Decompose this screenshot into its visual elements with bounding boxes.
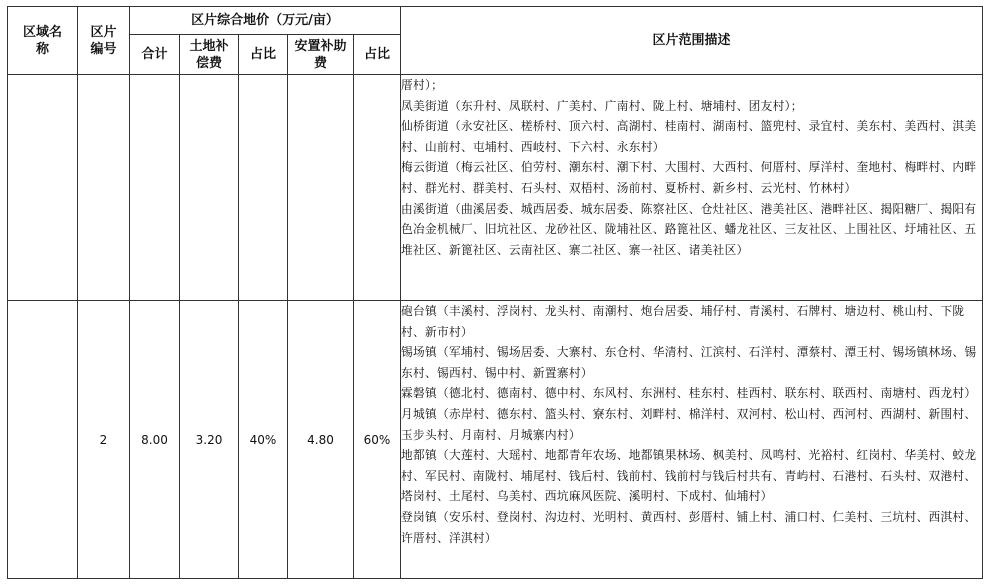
cell-zone: 2 [78, 301, 130, 579]
header-region-name: 区域名称 [8, 7, 78, 75]
cell-total: 8.00 [130, 301, 180, 579]
header-zone-no: 区片编号 [78, 7, 130, 75]
header-total: 合计 [130, 35, 180, 75]
header-resettle: 安置补助费 [288, 35, 354, 75]
scope-line: 锡场镇（军埔村、锡场居委、大寨村、东仓村、华清村、江滨村、石洋村、潭蔡村、潭王村、锡场镇林场、锡东村、锡西村、锡中村、新置寨村） [401, 345, 977, 380]
scope-line: 凤美街道（东升村、凤联村、广美村、广南村、陇上村、塘埔村、团友村）； [401, 98, 803, 113]
scope-line: 梅云街道（梅云社区、伯劳村、潮东村、潮下村、大围村、大西村、何厝村、厚洋村、奎地村、梅畔村、内畔村、群光村、群美村、石头村、双梧村、汤前村、夏桥村、新乡村、云光村、竹林村） [401, 160, 977, 195]
table-row [8, 301, 983, 579]
header-ratio-2: 占比 [354, 35, 401, 75]
scope-line: 登岗镇（安乐村、登岗村、沟边村、光明村、黄西村、彭厝村、铺上村、浦口村、仁美村、三坑村、西淇村、许厝村、洋淇村） [401, 509, 977, 545]
cell-resettle [288, 75, 354, 301]
cell-land [180, 75, 239, 301]
cell-total [130, 75, 180, 301]
cell-scope [401, 75, 983, 301]
cell-land: 3.20 [180, 301, 239, 579]
header-ratio-1: 占比 [239, 35, 288, 75]
header-row-1 [8, 7, 983, 35]
scope-line: 仙桥街道（永安社区、槎桥村、顶六村、高湖村、桂南村、湖南村、篮兜村、录宜村、美东村、美西村、淇美村、山前村、屯埔村、西岐村、下六村、永东村） [401, 119, 977, 154]
cell-region [8, 75, 78, 301]
scope-line: 砲台镇（丰溪村、浮岗村、龙头村、南潮村、炮台居委、埔仔村、青溪村、石牌村、塘边村、桃山村、下陇村、新市村） [401, 304, 965, 339]
land-price-table [7, 6, 983, 579]
table-row [8, 75, 983, 301]
header-scope: 区片范围描述 [401, 7, 983, 75]
scope-line: 月城镇（赤岸村、德东村、篮头村、寮东村、刘畔村、棉洋村、双河村、松山村、西河村、西湖村、新围村、玉步头村、月南村、月城寨内村） [401, 406, 977, 442]
cell-ratio-2: 60% [354, 301, 401, 579]
cell-ratio-1 [239, 75, 288, 301]
scope-line: 由溪街道（曲溪居委、城西居委、城东居委、陈察社区、仓灶社区、港美社区、港畔社区、揭阳糖厂、揭阳有色冶金机械厂、旧坑社区、龙砂社区、陇埔社区、路篦社区、蟠龙社区、三友社区、上围社区、圩埔社区、五堆社区、新篦社区、云南社区、寨二社区、寨一社区、诸美社区） [401, 201, 977, 257]
scope-line: 地都镇（大莲村、大瑶村、地都青年农场、地都镇果林场、枫美村、凤鸣村、光裕村、红岗村、华美村、蛟龙村、军民村、南陇村、埔尾村、钱后村、钱前村、钱前村与钱后村共有、青屿村、石港村、石头村、双港村、塔岗村、土尾村、乌美村、西坑麻风医院、溪明村、下成村、仙埔村） [401, 448, 977, 504]
cell-scope [401, 301, 983, 579]
cell-zone [78, 75, 130, 301]
header-composite-price: 区片综合地价（万元/亩） [130, 7, 401, 35]
cell-resettle: 4.80 [288, 301, 354, 579]
cell-ratio-2 [354, 75, 401, 301]
scope-line: 厝村）； [401, 78, 444, 92]
cell-region [8, 301, 78, 579]
scope-line: 霖磐镇（德北村、德南村、德中村、东风村、东洲村、桂东村、桂西村、联东村、联西村、南塘村、西龙村） [401, 386, 977, 401]
header-land-comp: 土地补偿费 [180, 35, 239, 75]
cell-ratio-1: 40% [239, 301, 288, 579]
